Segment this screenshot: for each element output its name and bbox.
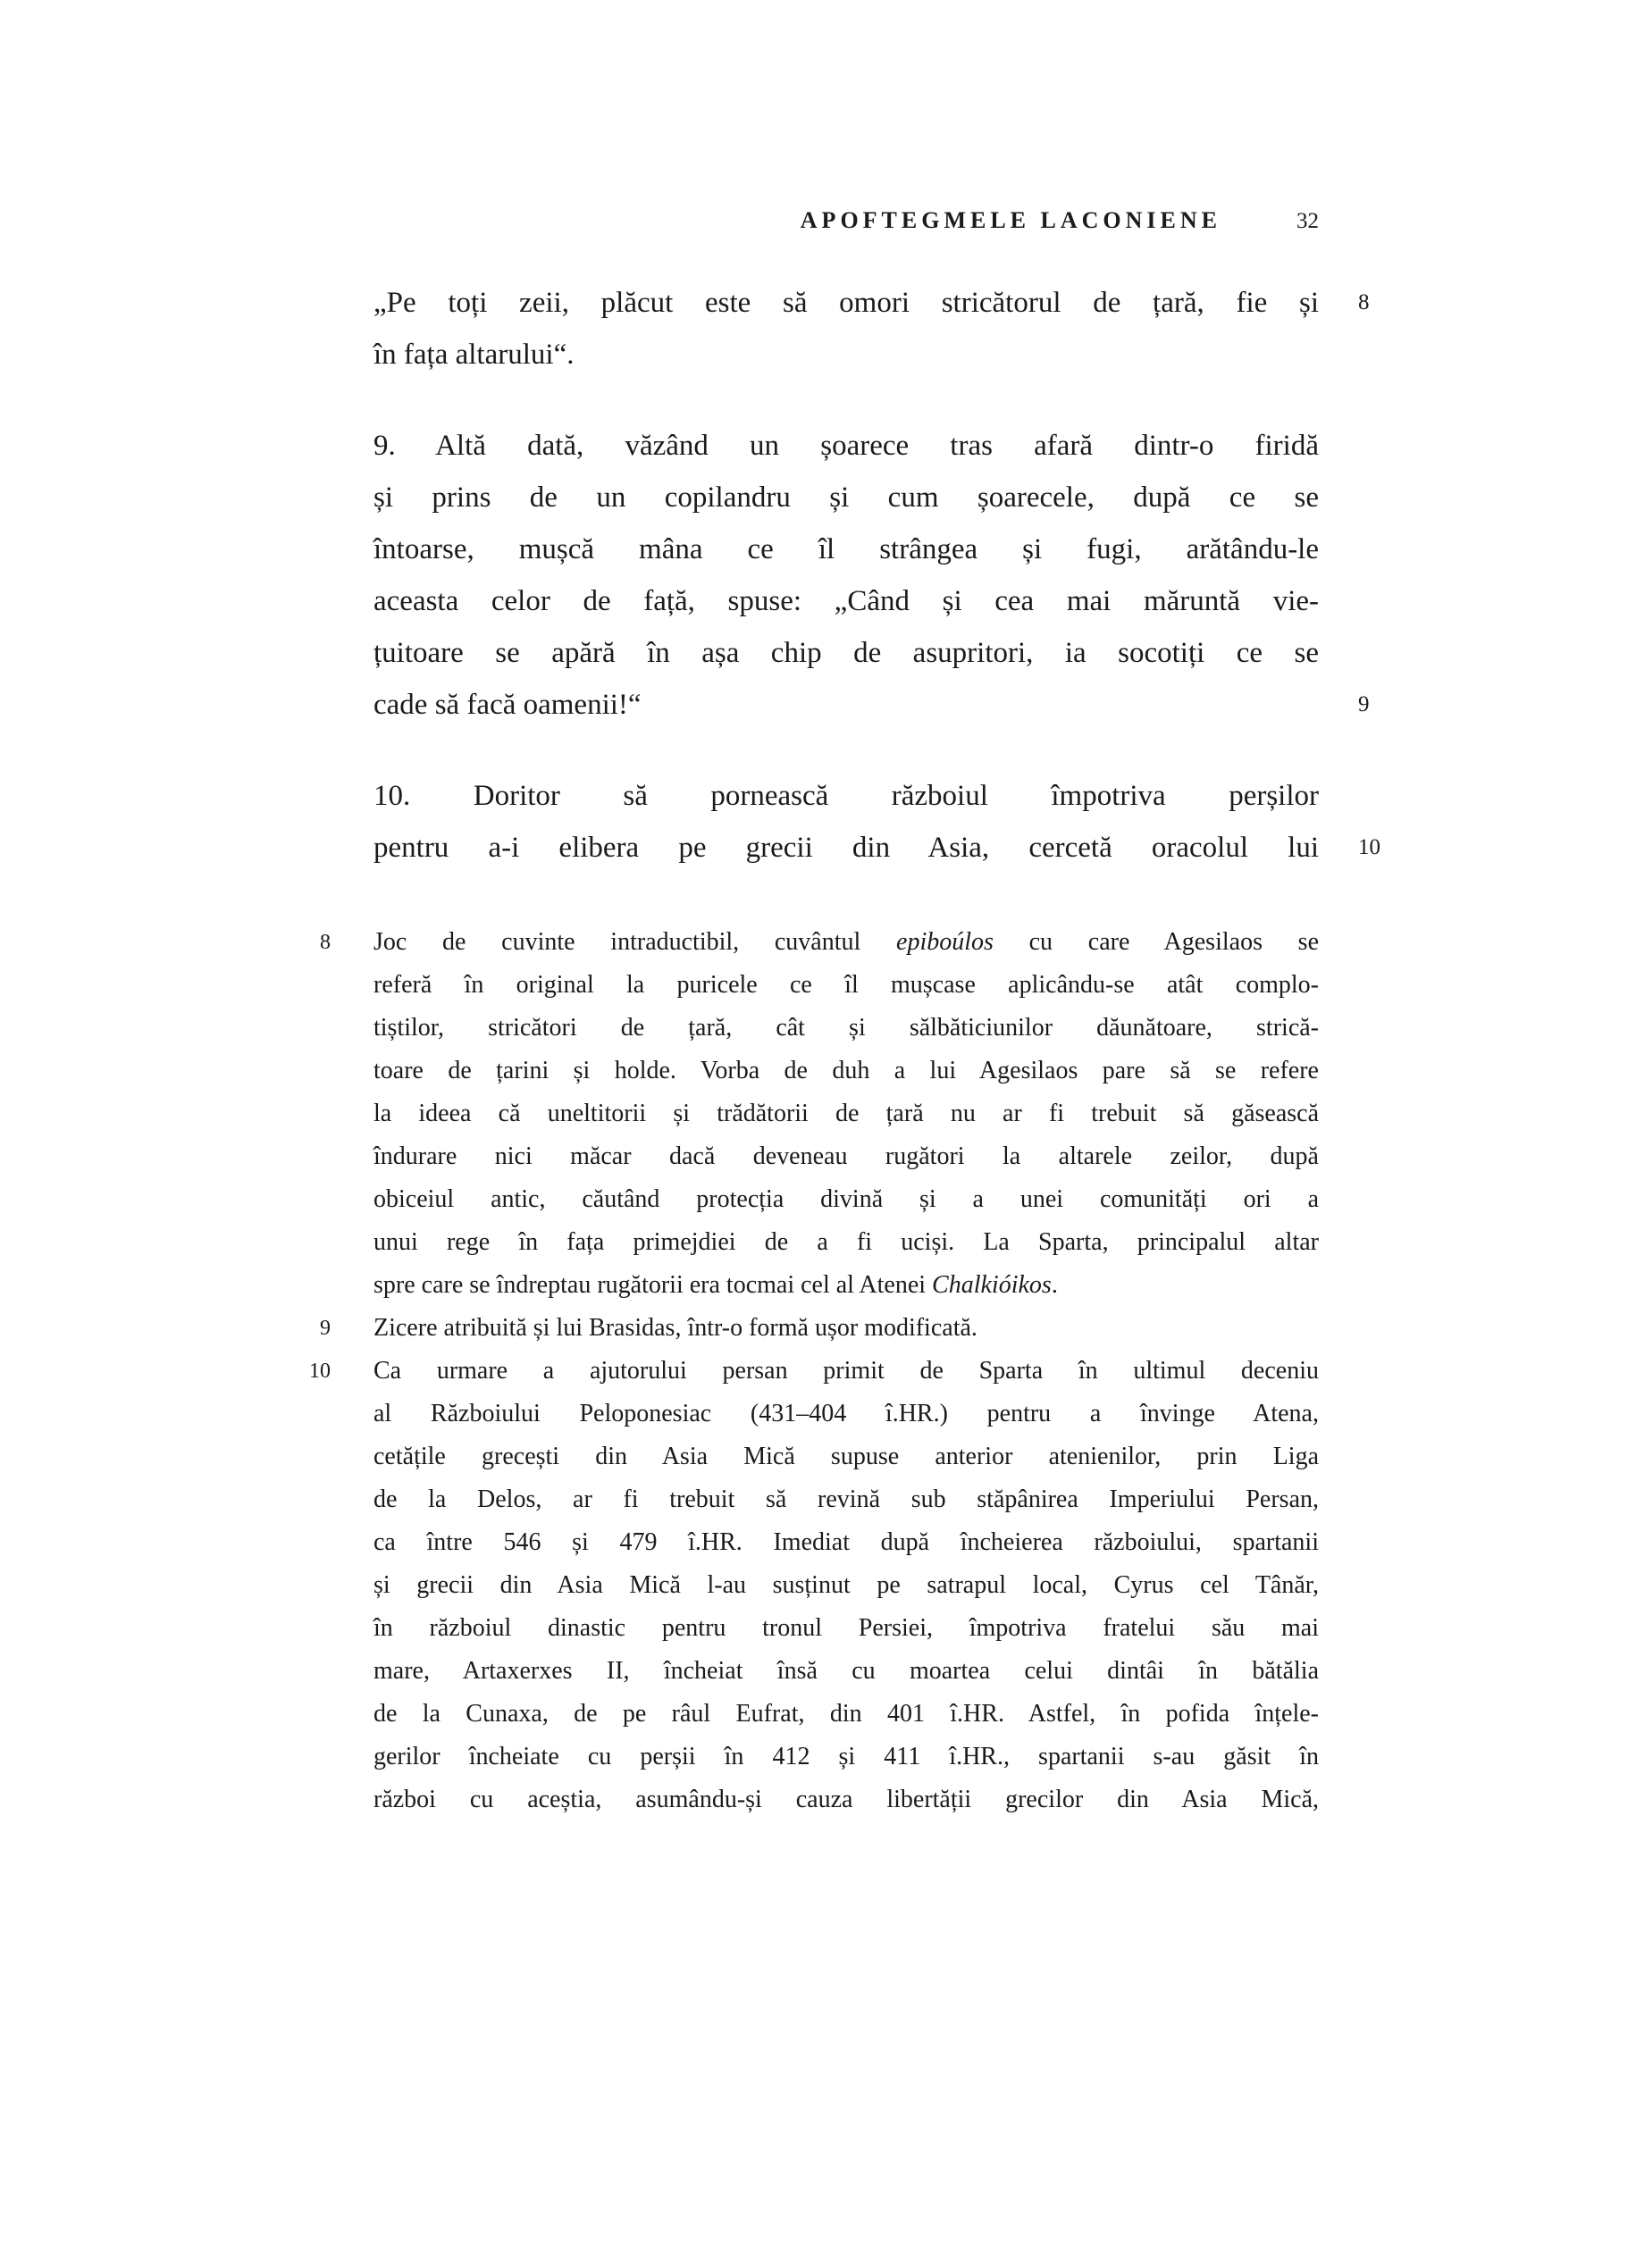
text-line xyxy=(373,679,1319,731)
text-line xyxy=(373,1393,1319,1435)
text-line xyxy=(373,1564,1319,1607)
text-segment: de la Cunaxa, de pe râul Eufrat, din 401 î.HR. Astfel, în pofida înțele- xyxy=(373,1700,1319,1728)
text-line xyxy=(373,420,1319,472)
text-segment: în războiul dinastic pentru tronul Persiei, împotriva fratelui său mai xyxy=(373,1614,1319,1642)
footnote-8 xyxy=(304,921,1319,1307)
text-line xyxy=(373,329,1319,381)
text-segment: și prins de un copilandru și cum șoarecele, după ce se xyxy=(373,481,1319,514)
text-line xyxy=(373,472,1319,523)
footnote-text xyxy=(373,1350,1319,1821)
text-segment: toare de țarini și holde. Vorba de duh a lui Agesilaos pare să se refere xyxy=(373,1057,1319,1084)
text-line xyxy=(373,1521,1319,1564)
text-segment: obiceiul antic, căutând protecția divină și a unei comunități ori a xyxy=(373,1185,1319,1213)
margin-section-number-8: 8 xyxy=(1358,290,1370,314)
text-line xyxy=(373,1693,1319,1736)
footnote-text xyxy=(373,921,1319,1307)
text-line xyxy=(373,822,1319,874)
text-segment: Ca urmare a ajutorului persan primit de Sparta în ultimul deceniu xyxy=(373,1357,1319,1385)
text-segment: în fața altarului“. xyxy=(373,339,575,371)
text-line xyxy=(373,770,1319,822)
text-segment: unui rege în fața primejdiei de a fi uciși. La Sparta, principalul altar xyxy=(373,1228,1319,1256)
footnote-10 xyxy=(304,1350,1319,1821)
text-line xyxy=(373,523,1319,575)
text-segment: 10. Doritor să pornească războiul împotriva perșilor xyxy=(373,780,1319,812)
text-segment: . xyxy=(1051,1271,1058,1299)
text-segment: cetățile grecești din Asia Mică supuse anterior atenienilor, prin Liga xyxy=(373,1443,1319,1470)
text-segment: cu care Agesilaos se xyxy=(993,928,1320,956)
text-segment: cade să facă oamenii!“ xyxy=(373,689,642,721)
page-number: 32 xyxy=(1296,209,1319,233)
text-segment: pentru a-i elibera pe grecii din Asia, cercetă oracolul lui xyxy=(373,832,1319,864)
text-line xyxy=(373,1650,1319,1693)
text-line xyxy=(373,277,1319,329)
text-segment: întoarse, mușcă mâna ce îl strângea și fugi, arătându-le xyxy=(373,533,1319,565)
text-segment: Zicere atribuită și lui Brasidas, într-o formă ușor modificată. xyxy=(373,1314,977,1342)
text-segment: la ideea că uneltitorii și trădătorii de țară nu ar fi trebuit să găsească xyxy=(373,1100,1319,1127)
footnote-number: 9 xyxy=(320,1317,331,1340)
text-segment: referă în original la puricele ce îl mușcase aplicându-se atât complo- xyxy=(373,971,1319,999)
text-segment: de la Delos, ar fi trebuit să revină sub stăpânirea Imperiului Persan, xyxy=(373,1485,1319,1513)
paragraph-9 xyxy=(373,420,1319,731)
running-head-title: APOFTEGMELE LACONIENE xyxy=(800,207,1221,233)
text-line xyxy=(373,1778,1319,1821)
text-segment: îndurare nici măcar dacă deveneau rugători la altarele zeilor, după xyxy=(373,1142,1319,1170)
paragraph-continuation xyxy=(373,277,1319,381)
text-line xyxy=(373,1607,1319,1650)
footnote-9 xyxy=(304,1307,1319,1350)
text-segment: al Războiului Peloponesiac (431–404 î.HR.) pentru a învinge Atena, xyxy=(373,1400,1319,1427)
footnote-number: 8 xyxy=(320,931,331,954)
text-segment: epiboúlos xyxy=(896,928,994,956)
text-segment: mare, Artaxerxes II, încheiat însă cu moartea celui dintâi în bătălia xyxy=(373,1657,1319,1685)
text-segment: „Pe toți zeii, plăcut este să omori stricătorul de țară, fie și xyxy=(373,287,1319,319)
footnote-number: 10 xyxy=(309,1360,331,1383)
text-segment: Joc de cuvinte intraductibil, cuvântul xyxy=(373,928,897,956)
margin-section-number-10: 10 xyxy=(1358,835,1380,859)
text-segment: gerilor încheiate cu perșii în 412 și 411 î.HR., spartanii s-au găsit în xyxy=(373,1743,1319,1770)
text-line xyxy=(373,1135,1319,1178)
footnote-text xyxy=(373,1307,1319,1350)
text-line xyxy=(373,627,1319,679)
text-line xyxy=(373,1350,1319,1393)
text-line xyxy=(373,1221,1319,1264)
text-line xyxy=(373,1178,1319,1221)
text-line xyxy=(373,1264,1319,1307)
main-text xyxy=(373,277,1319,874)
footnotes-section xyxy=(304,921,1319,1821)
text-line xyxy=(373,964,1319,1007)
text-line xyxy=(373,1478,1319,1521)
text-segment: țuitoare se apără în așa chip de asupritori, ia socotiți ce se xyxy=(373,637,1319,669)
text-segment: Chalkióikos xyxy=(932,1271,1052,1299)
text-segment: și grecii din Asia Mică l-au susținut pe satrapul local, Cyrus cel Tânăr, xyxy=(373,1571,1319,1599)
text-segment: spre care se îndreptau rugătorii era tocmai cel al Atenei xyxy=(373,1271,933,1299)
text-line xyxy=(373,1435,1319,1478)
text-line xyxy=(373,1050,1319,1092)
text-line xyxy=(373,1007,1319,1050)
text-segment: 9. Altă dată, văzând un șoarece tras afară dintr-o firidă xyxy=(373,430,1319,462)
text-line xyxy=(373,1307,1319,1350)
text-line xyxy=(373,1736,1319,1778)
text-segment: război cu aceștia, asumându-și cauza libertății grecilor din Asia Mică, xyxy=(373,1786,1319,1813)
margin-section-number-9: 9 xyxy=(1358,692,1370,716)
page-header xyxy=(373,207,1319,234)
text-line xyxy=(373,575,1319,627)
text-segment: ca între 546 și 479 î.HR. Imediat după încheierea războiului, spartanii xyxy=(373,1528,1319,1556)
text-line xyxy=(373,921,1319,964)
paragraph-10 xyxy=(373,770,1319,874)
text-segment: aceasta celor de față, spuse: „Când și cea mai măruntă vie- xyxy=(373,585,1319,617)
text-segment: tiștilor, stricători de țară, cât și sălbăticiunilor dăunătoare, strică- xyxy=(373,1014,1319,1042)
text-line xyxy=(373,1092,1319,1135)
